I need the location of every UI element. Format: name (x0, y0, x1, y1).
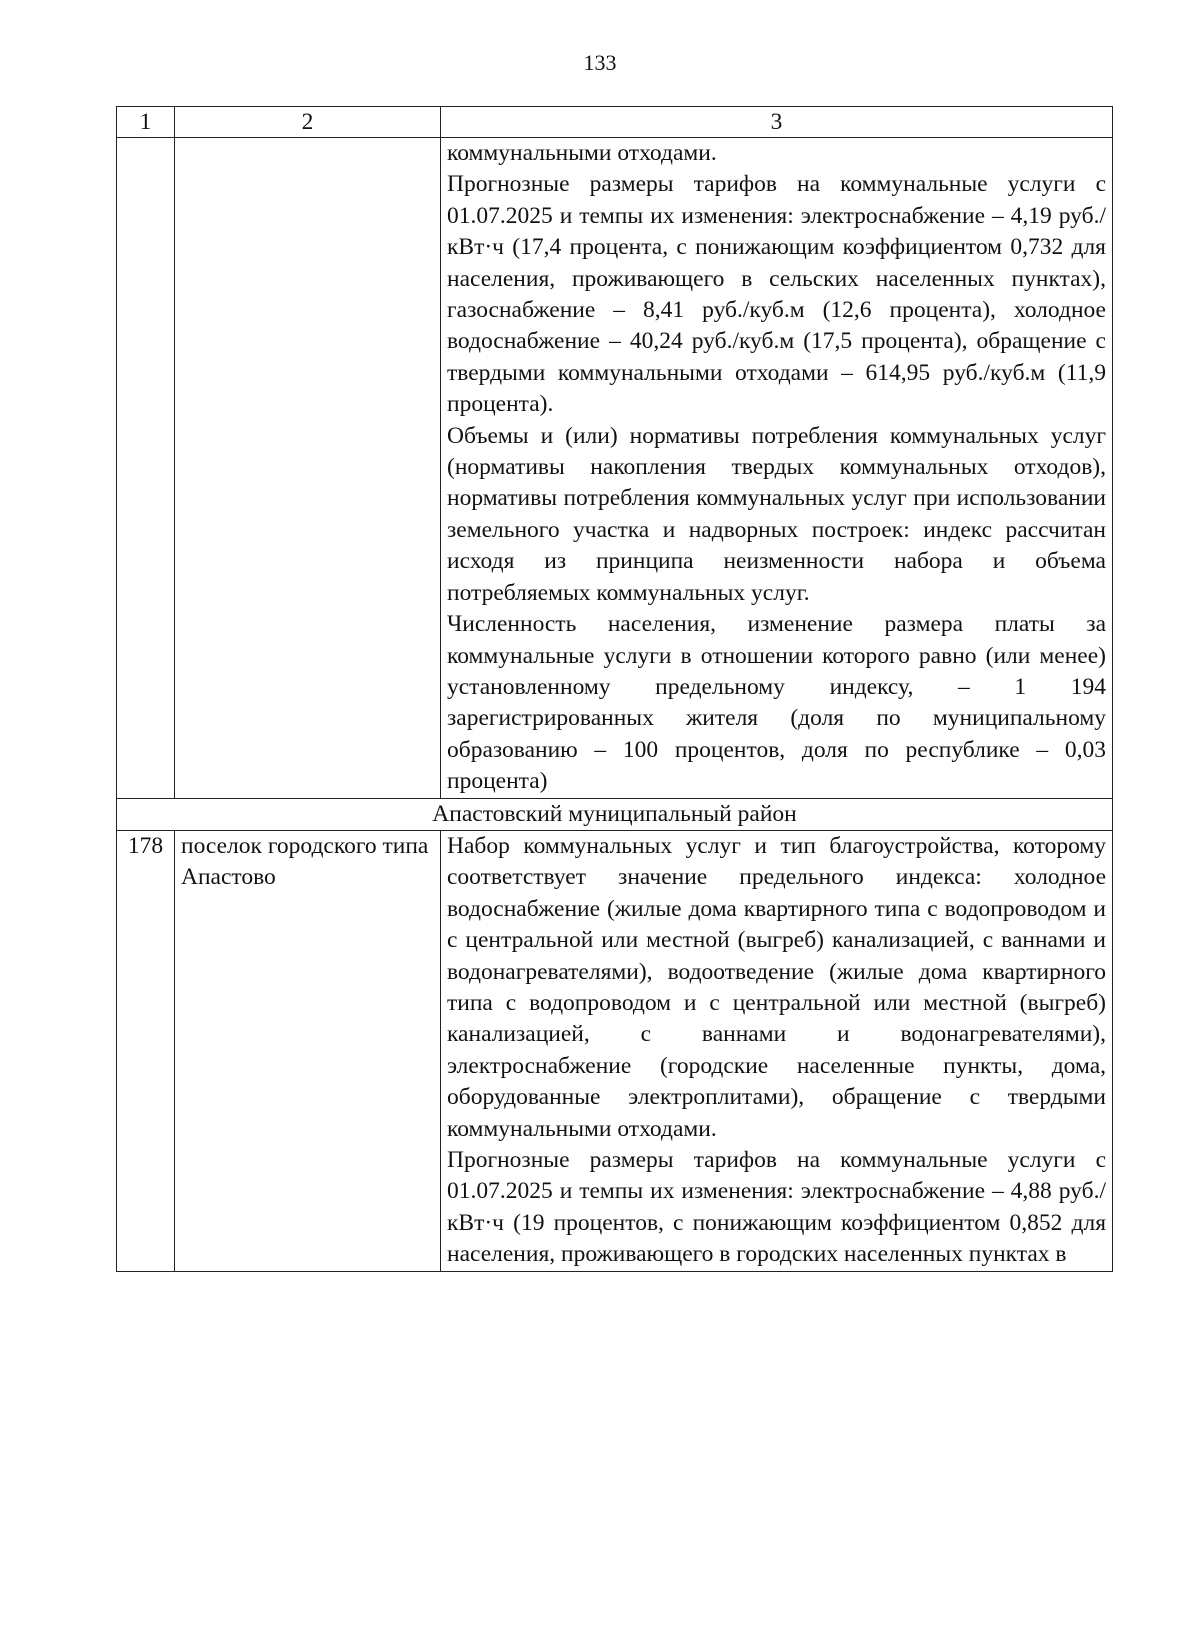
table-header-row (117, 107, 1113, 138)
page-number: 133 (583, 50, 617, 75)
column-header-2: 2 (175, 107, 441, 138)
tariff-table (116, 106, 1113, 1272)
row-number: 178 (117, 830, 175, 1271)
description-cell (441, 138, 1113, 799)
description-paragraph: Объемы и (или) нормативы потребления коммунальных услуг (нормативы накопления твердых коммунальных отходов), нормативы потребления коммунальных услуг при использовании земельного участка и надворных построек: индекс рассчитан исходя из принципа неизменности набора и объема потребляемых коммунальных услуг. (447, 422, 1106, 606)
settlement-name: поселок городского типа Апастово (175, 830, 441, 1271)
settlement-name (175, 138, 441, 799)
description-paragraph: Численность населения, изменение размера платы за коммунальные услуги в отношении которого равно (или менее) установленному предельному индексу, – 1 194 зарегистрированных жителя (доля по муниципальному образованию – 100 процентов, доля по республике – 0,03 процента) (447, 611, 1106, 795)
row-number (117, 138, 175, 799)
section-title: Апастовский муниципальный район (117, 798, 1113, 830)
column-header-1: 1 (117, 107, 175, 138)
description-paragraph: Прогнозные размеры тарифов на коммунальные услуги с 01.07.2025 и темпы их изменения: электроснабжение – 4,88 руб./кВт·ч (19 процентов, с понижающим коэффициентом 0,852 для населения, проживающего в городских населенных пунктах в (447, 1147, 1106, 1268)
description-paragraph: Набор коммунальных услуг и тип благоустройства, которому соответствует значение предельного индекса: холодное водоснабжение (жилые дома квартирного типа с водопроводом и с центральной или местной (выгреб) канализацией, с ваннами и водонагревателями), водоотведение (жилые дома квартирного типа с водопроводом и с центральной или местной (выгреб) канализацией, с ваннами и водонагревателями), электроснабжение (городские населенные пункты, дома, оборудованные электроплитами), обращение с твердыми коммунальными отходами. (447, 832, 1106, 1142)
column-header-3: 3 (441, 107, 1113, 138)
table-row-continuation (117, 138, 1113, 799)
table-row-178 (117, 830, 1113, 1271)
section-row (117, 798, 1113, 830)
description-paragraph: Прогнозные размеры тарифов на коммунальные услуги с 01.07.2025 и темпы их изменения: электроснабжение – 4,19 руб./кВт·ч (17,4 процента, с понижающим коэффициентом 0,732 для населения, проживающего в сельских населенных пунктах), газоснабжение – 8,41 руб./куб.м (12,6 процента), холодное водоснабжение – 40,24 руб./куб.м (17,5 процента), обращение с твердыми коммунальными отходами – 614,95 руб./куб.м (11,9 процента). (447, 171, 1106, 418)
description-cell (441, 830, 1113, 1271)
description-paragraph: коммунальными отходами. (447, 140, 717, 166)
